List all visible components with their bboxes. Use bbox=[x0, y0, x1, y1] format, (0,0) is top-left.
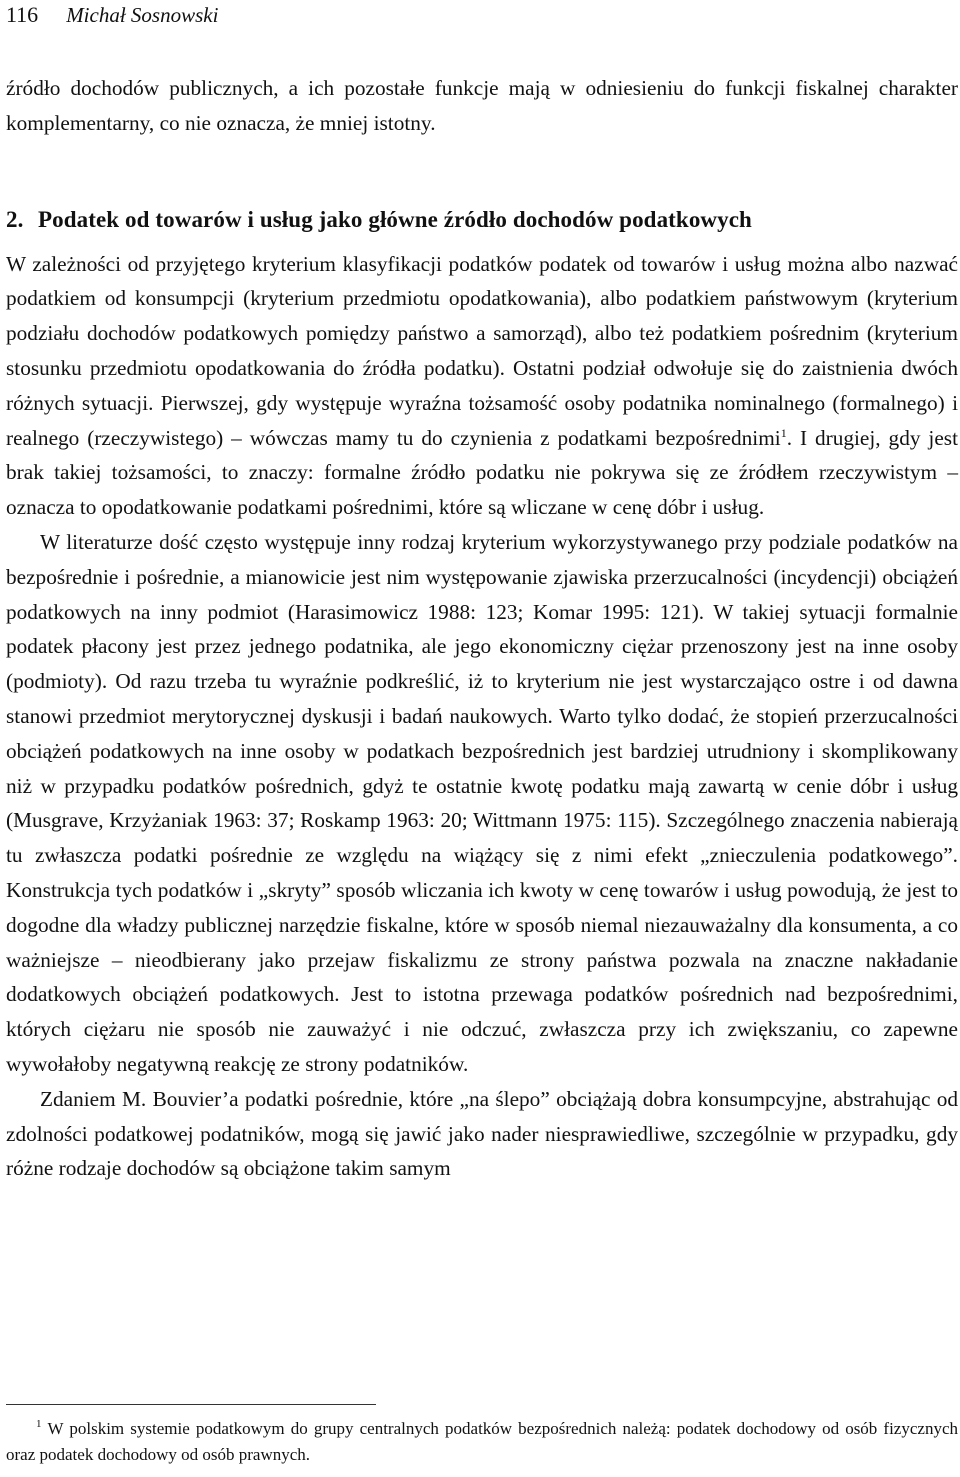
page-header bbox=[6, 0, 218, 34]
footnote bbox=[6, 1416, 958, 1468]
section-heading bbox=[6, 203, 958, 237]
section-title: Podatek od towarów i usług jako główne źródło dochodów podatkowych bbox=[38, 206, 752, 232]
footnote-mark: 1 bbox=[36, 1418, 42, 1431]
page-number: 116 bbox=[6, 2, 39, 27]
paragraph-text: W zależności od przyjętego kryterium klasyfikacji podatków podatek od towarów i usług można albo nazwać podatkiem od konsumpcji (kryterium przedmiotu opodatkowania), albo podatkiem państwowym (kryterium podziału dochodów podatkowych pomiędzy państwo a samorząd), albo też podatkiem pośrednim (kryterium stosunku przedmiotu opodatkowania do źródła podatku). Ostatni podział odwołuje się do zaistnienia dwóch różnych sytuacji. Pierwszej, gdy występuje wyraźna tożsamość osoby podatnika nominalnego (formalnego) i realnego (rzeczywistego) – wówczas mamy tu do czynienia z podatkami bezpośrednimi bbox=[6, 251, 958, 450]
footnote-text: W polskim systemie podatkowym do grupy centralnych podatków bezpośrednich należą: podatek dochodowy od osób fizycznych oraz podatek dochodowy od osób prawnych. bbox=[6, 1419, 958, 1464]
running-head-author: Michał Sosnowski bbox=[66, 3, 219, 27]
footnote-divider bbox=[6, 1404, 376, 1405]
paragraph-text-continued: . I drugiej, gdy jest brak takiej tożsamości, to znaczy: formalne źródło podatku nie pokrywa się ze źródłem rzeczywistym – oznacza to opodatkowanie podatkami pośrednimi, które są wliczane w cenę dóbr i usług. bbox=[6, 425, 958, 520]
section-number: 2. bbox=[6, 206, 24, 232]
paragraph-classification bbox=[6, 247, 958, 525]
paragraph-literature: W literaturze dość często występuje inny rodzaj kryterium wykorzystywanego przy podziale podatków na bezpośrednie i pośrednie, a mianowicie jest nim występowanie zjawiska przerzucalności (incydencji) obciążeń podatkowych na inny podmiot (Harasimowicz 1988: 123; Komar 1995: 121). W takiej sytuacji formalnie podatek płacony jest przez jednego podatnika, ale jego ekonomiczny ciężar przenoszony jest na inne osoby (podmioty). Od razu trzeba tu wyraźnie podkreślić, iż to kryterium nie jest wystarczająco ostre i od dawna stanowi przedmiot merytorycznej dyskusji i badań naukowych. Warto tylko dodać, że stopień przerzucalności obciążeń podatkowych na inne osoby w podatkach bezpośrednich jest bardziej utrudniony i skomplikowany niż w przypadku podatków pośrednich, gdyż te ostatnie kwotę podatku mają zawartą w cenie dóbr i usług (Musgrave, Krzyżaniak 1963: 37; Roskamp 1963: 20; Wittmann 1975: 115). Szczególnego znaczenia nabierają tu zwłaszcza podatki pośrednie ze względu na wiążący się z nimi efekt „znieczulenia podatkowego”. Konstrukcja tych podatków i „skryty” sposób wliczania ich kwoty w cenę towarów i usług powodują, że jest to dogodne dla władzy publicznej narzędzie fiskalne, które w sposób niemal niezauważalny dla konsumenta, a co ważniejsze – nieodbierany jako przejaw fiskalizmu ze strony państwa pozwala na znaczne nakładanie dodatkowych obciążeń podatkowych. Jest to istotna przewaga podatków pośrednich nad bezpośrednimi, których ciężaru nie sposób nie zauważyć i nie odczuć, zwłaszcza przy ich zwiększaniu, co zapewne wywołałoby negatywną reakcję ze strony podatników. bbox=[6, 529, 958, 1076]
paragraph-bouvier: Zdaniem M. Bouvier’a podatki pośrednie, które „na ślepo” obciążają dobra konsumpcyjne, abstrahując od zdolności podatkowej podatników, mogą się jawić jako nader niesprawiedliwe, szczególnie w przypadku, gdy różne rodzaje dochodów są obciążone takim samym bbox=[6, 1086, 958, 1181]
footnote-reference: 1 bbox=[780, 425, 787, 440]
page-body bbox=[6, 71, 958, 1186]
paragraph-intro: źródło dochodów publicznych, a ich pozostałe funkcje mają w odniesieniu do funkcji fiskalnej charakter komplementarny, co nie oznacza, że mniej istotny. bbox=[6, 76, 958, 135]
